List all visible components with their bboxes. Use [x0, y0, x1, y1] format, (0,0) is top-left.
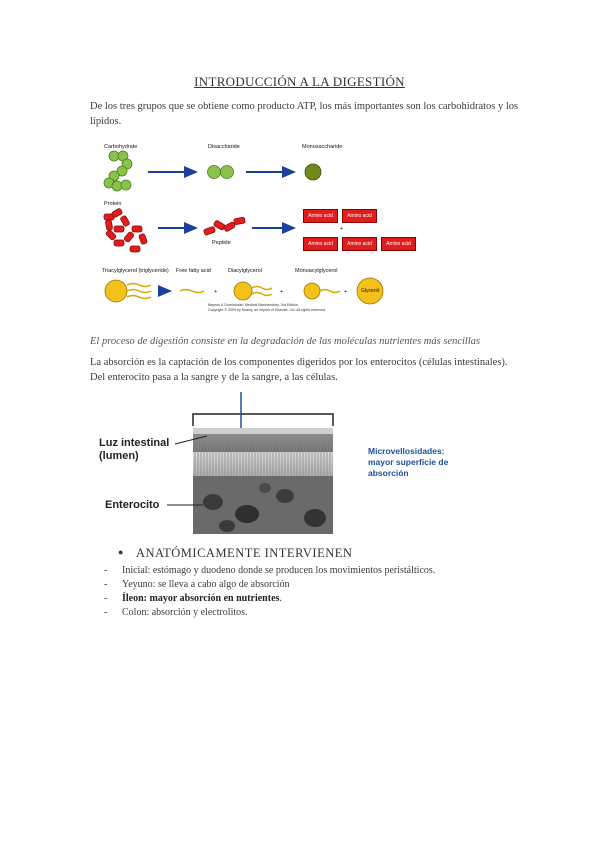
micro-line-1: Microvellosidades: — [368, 446, 445, 456]
amino-acid-box: Amino acid — [342, 237, 377, 251]
process-caption: El proceso de digestión consiste en la degradación de las moléculas nutrientes más sencillas — [90, 336, 481, 347]
fatty-acid-shape — [180, 290, 204, 293]
label-microvellosidades — [368, 446, 448, 479]
label-diacylglycerol: Diacylglycerol — [228, 268, 262, 274]
list-item-tail: . — [279, 593, 282, 604]
plus-sign: + — [344, 289, 348, 295]
figure-credit-line2: Copyright © 2009 by Mosby, an imprint of Elsevier, Ltd. All rights reserved. — [208, 308, 327, 312]
absorption-paragraph: La absorción es la captación de los componentes digeridos por los enterocitos (células intestinales). Del enterocito pasa a la sangre y de la sangre, a las células. — [90, 357, 508, 383]
page-title: INTRODUCCIÓN A LA DIGESTIÓN — [194, 74, 405, 89]
label-triacylglycerol: Triacylglycerol (triglyceride) — [102, 268, 169, 274]
label-carbohydrate: Carbohydrate — [104, 144, 138, 150]
luz-line-2: (lumen) — [99, 450, 139, 462]
figure-credit-line1: Baynes & Dominiczak: Medical Biochemistry, 3rd Edition. — [208, 303, 299, 307]
label-monosaccharide: Monosaccharide — [302, 144, 343, 150]
disaccharide-shape — [208, 166, 234, 179]
amino-acid-box: Amino acid — [381, 237, 416, 251]
plus-sign: + — [340, 226, 344, 232]
amino-acid-box: Amino acid — [303, 237, 338, 251]
list-item: - Inicial: estómago y duodeno donde se producen los movimientos peristálticos. — [104, 565, 436, 576]
peptide-shape — [203, 217, 245, 236]
digestion-diagram — [100, 140, 420, 320]
luz-line-1: Luz intestinal — [99, 437, 170, 449]
list-item-text: Inicial: estómago y duodeno donde se producen los movimientos peristálticos. — [122, 565, 436, 576]
triacylglycerol-shape — [105, 280, 151, 302]
bullet-icon: ● — [118, 547, 124, 557]
section-heading — [118, 546, 352, 561]
micro-line-3: absorción — [368, 468, 409, 478]
list-item-text-bold: Íleon: mayor absorción en nutrientes — [122, 593, 280, 604]
plus-sign: + — [280, 289, 284, 295]
list-item-text: Yeyuno: se lleva a cabo algo de absorción — [122, 579, 290, 590]
diacylglycerol-shape — [234, 282, 272, 300]
amino-acid-box: Amino acid — [342, 209, 377, 223]
microvilli-figure — [95, 392, 480, 534]
list-item: - Colon: absorción y electrolitos. — [104, 607, 248, 618]
carbohydrate-chain — [104, 151, 132, 191]
list-item-text: Colon: absorción y electrolitos. — [122, 607, 248, 618]
protein-coil — [104, 208, 148, 252]
plus-sign: + — [214, 289, 218, 295]
list-item: - Yeyuno: se lleva a cabo algo de absorción — [104, 579, 290, 590]
label-enterocito: Enterocito — [105, 499, 160, 511]
section-heading-text: ANATÓMICAMENTE INTERVIENEN — [135, 546, 353, 560]
amino-acid-box: Amino acid — [303, 209, 338, 223]
label-glycerol: Glycerol — [361, 288, 380, 294]
label-protein: Protein — [104, 201, 122, 207]
label-free-fatty-acid: Free fatty acid — [176, 268, 211, 274]
label-disaccharide: Disaccharide — [208, 144, 240, 150]
micro-line-2: mayor superficie de — [368, 457, 449, 467]
intro-paragraph: De los tres grupos que se obtiene como producto ATP, los más importantes son los carbohidratos y los lípidos. — [90, 101, 519, 127]
monosaccharide-shape — [305, 164, 321, 180]
list-item: - Íleon: mayor absorción en nutrientes. — [104, 593, 282, 604]
monoacylglycerol-shape — [304, 283, 340, 299]
label-peptide: Peptide — [212, 240, 231, 246]
label-monoacylglycerol: Monoacylglycerol — [295, 268, 338, 274]
label-luz-intestinal — [99, 437, 169, 463]
